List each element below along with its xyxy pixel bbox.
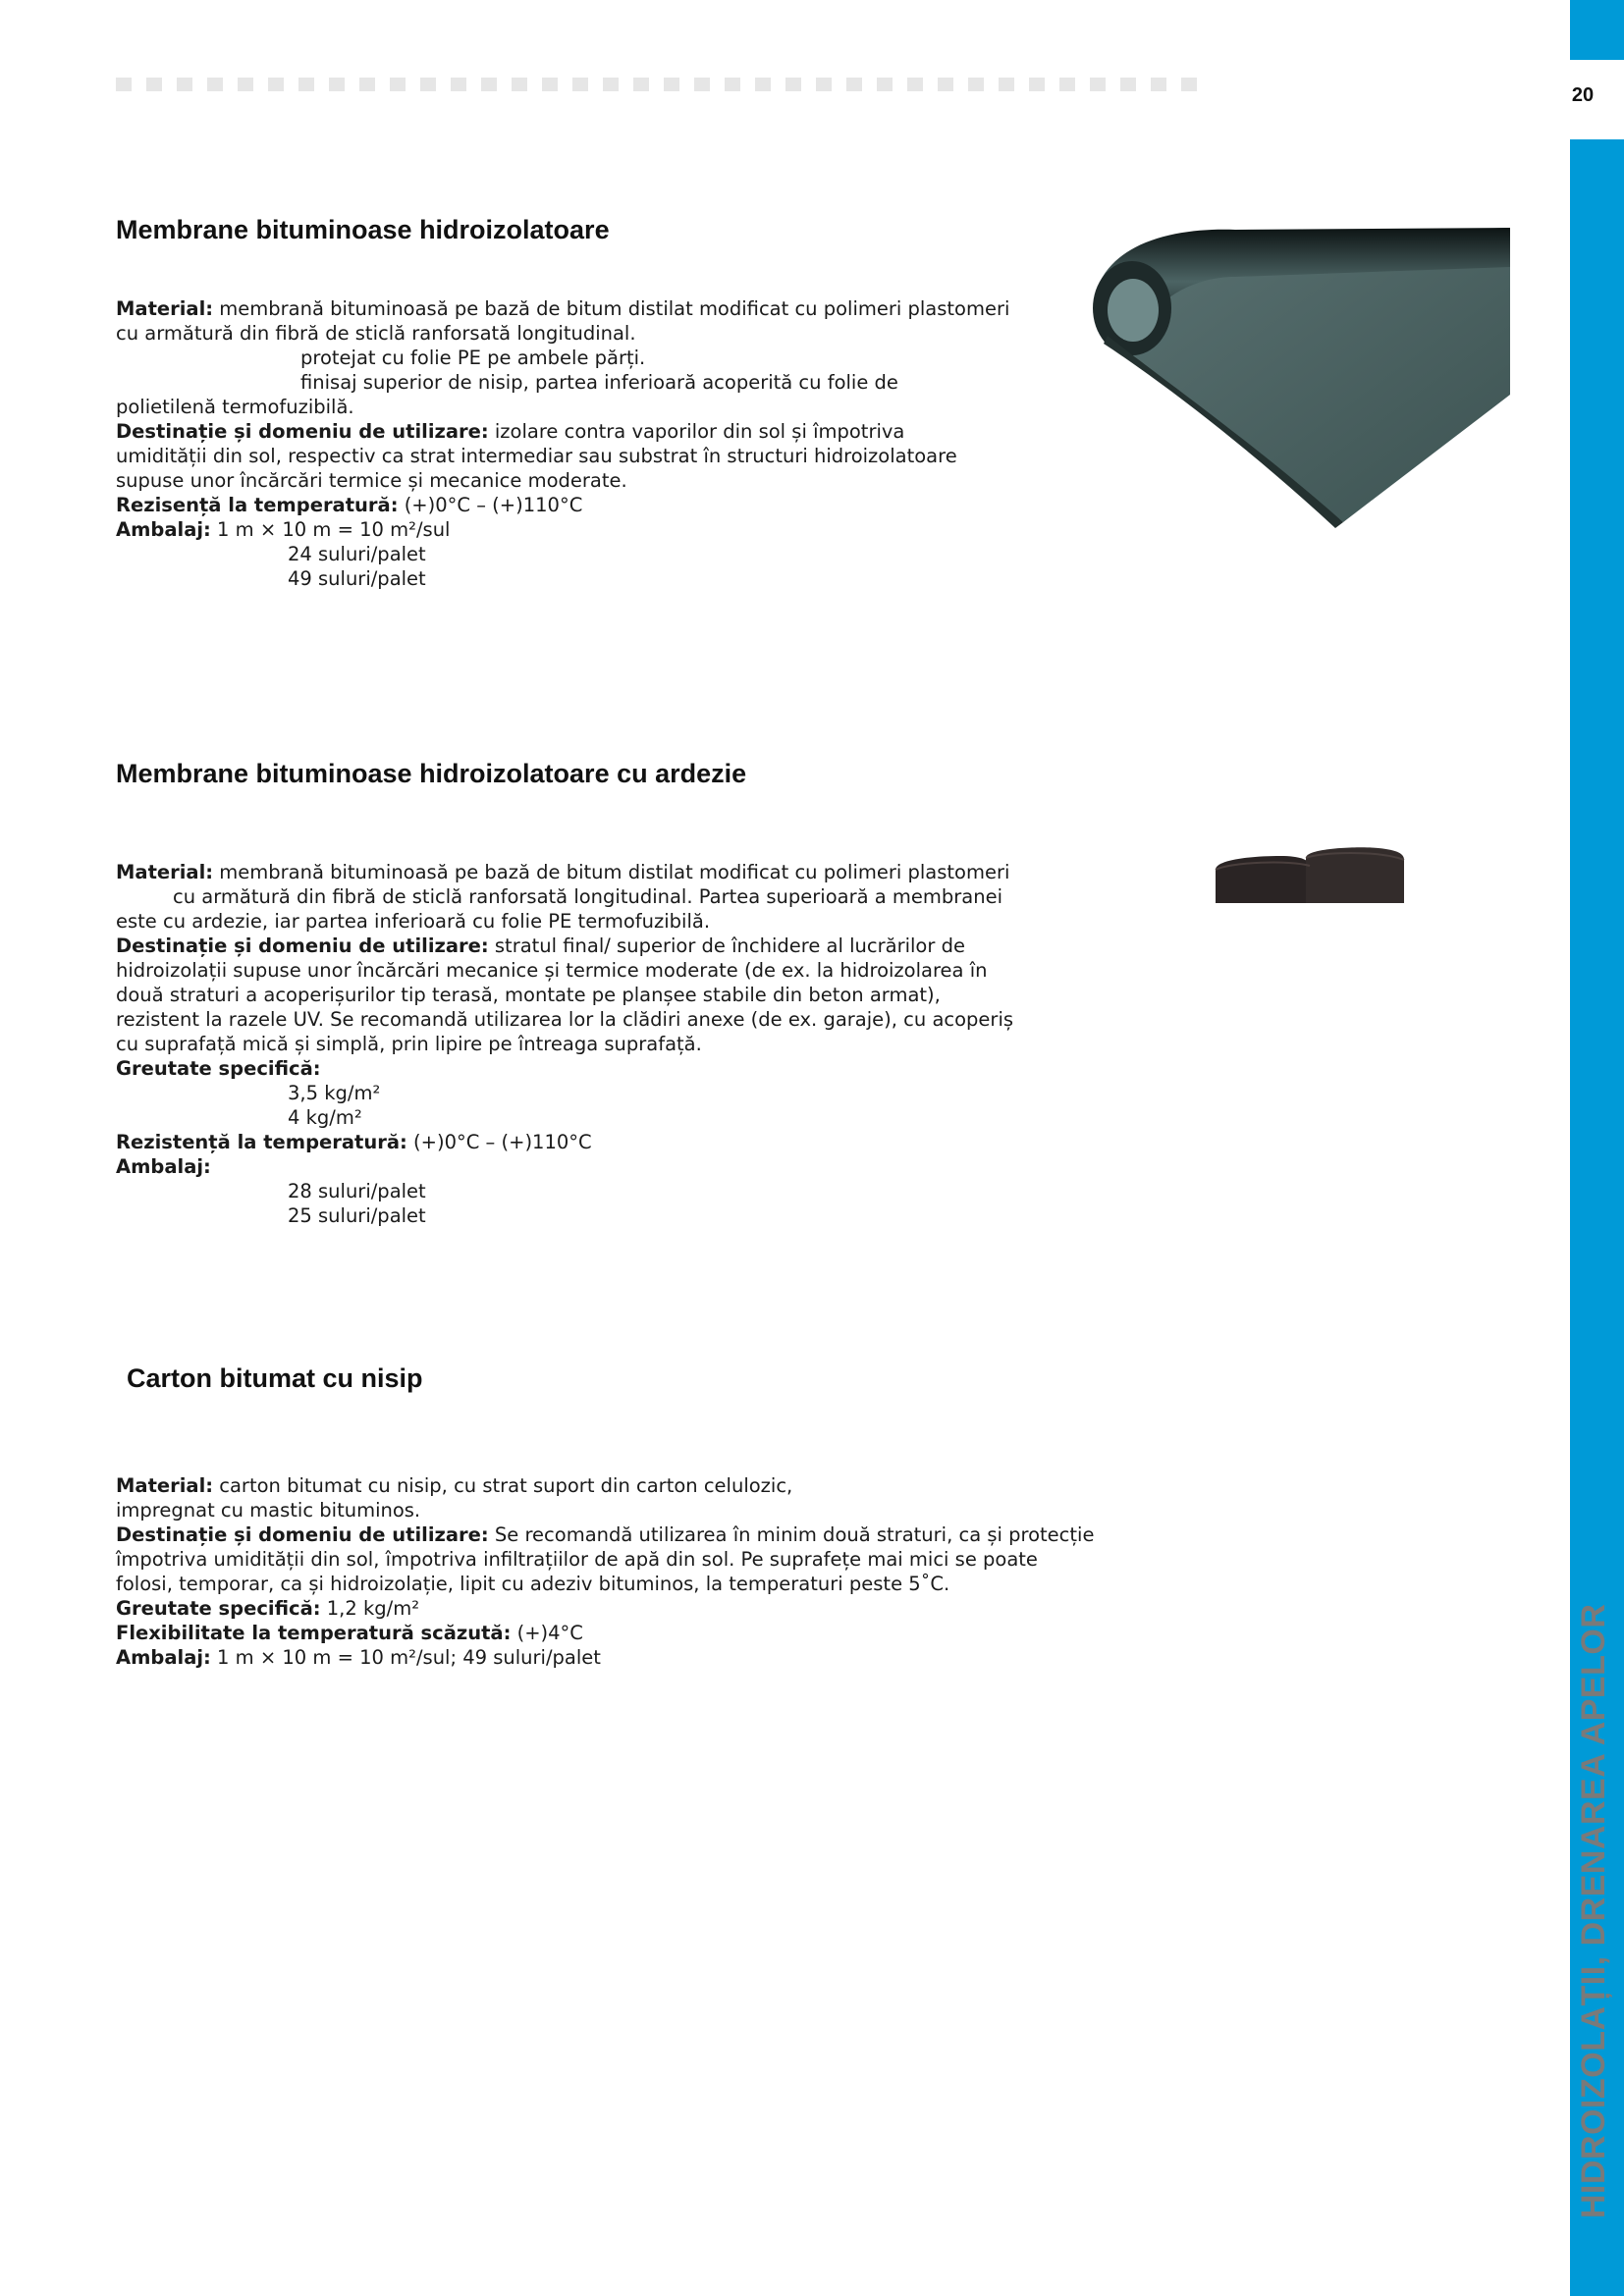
text-line: protejat cu folie PE pe ambele părți. <box>300 347 646 369</box>
section-title: Membrane bituminoase hidroizolatoare cu ardezie <box>116 759 747 788</box>
text-line: Ambalaj: 1 m × 10 m = 10 m²/sul <box>116 518 451 541</box>
text-line: 3,5 kg/m² <box>288 1082 381 1104</box>
text-line: Ambalaj: <box>116 1155 211 1178</box>
text-line: cu suprafață mică și simplă, prin lipire pe întreaga suprafață. <box>116 1033 702 1055</box>
text-line: 49 suluri/palet <box>288 567 426 590</box>
text-line: Ambalaj: 1 m × 10 m = 10 m²/sul; 49 suluri/palet <box>116 1646 601 1669</box>
text-line: împotriva umidității din sol, împotriva infiltrațiilor de apă din sol. Pe suprafețe mai mici se poate <box>116 1548 1038 1571</box>
text-line: impregnat cu mastic bituminos. <box>116 1499 421 1522</box>
text-line: cu armătură din fibră de sticlă ranforsată longitudinal. Partea superioară a membranei <box>173 885 1003 908</box>
section-title: Carton bitumat cu nisip <box>127 1363 423 1393</box>
text-line: Destinație și domeniu de utilizare: stratul final/ superior de închidere al lucrărilor de <box>116 934 965 957</box>
text-line: Greutate specifică: <box>116 1057 321 1080</box>
text-line: Material: membrană bituminoasă pe bază de bitum distilat modificat cu polimeri plastomeri <box>116 297 1010 320</box>
text-line: folosi, temporar, ca și hidroizolație, lipit cu adeziv bituminos, la temperaturi peste 5˚C. <box>116 1573 950 1595</box>
section-title: Membrane bituminoase hidroizolatoare <box>116 215 610 244</box>
text-line: Material: membrană bituminoasă pe bază de bitum distilat modificat cu polimeri plastomeri <box>116 861 1010 883</box>
chapter-title-vertical: HIDROIZOLAȚII, DRENAREA APELOR <box>1575 1603 1612 2218</box>
text-line: 4 kg/m² <box>288 1106 362 1129</box>
text-line: polietilenă termofuzibilă. <box>116 396 354 418</box>
text-line: 25 suluri/palet <box>288 1204 426 1227</box>
text-line: Destinație și domeniu de utilizare: izolare contra vaporilor din sol și împotriva <box>116 420 905 443</box>
text-line: Greutate specifică: 1,2 kg/m² <box>116 1597 420 1620</box>
slate-rolls-image <box>1212 846 1406 903</box>
accent-band-top <box>1570 0 1624 60</box>
text-line: 28 suluri/palet <box>288 1180 426 1202</box>
text-line: cu armătură din fibră de sticlă ranforsată longitudinal. <box>116 322 636 345</box>
text-line: umidității din sol, respectiv ca strat intermediar sau substrat în structuri hidroizolatoare <box>116 445 957 467</box>
text-line: Flexibilitate la temperatură scăzută: (+)4°C <box>116 1622 583 1644</box>
text-line: două straturi a acoperișurilor tip terasă, montate pe planșee stabile din beton armat), <box>116 984 941 1006</box>
text-line: rezistent la razele UV. Se recomandă utilizarea lor la clădiri anexe (de ex. garaje), cu acoperiș <box>116 1008 1014 1031</box>
text-line: Destinație și domeniu de utilizare: Se recomandă utilizarea în minim două straturi, ca și protecție <box>116 1523 1095 1546</box>
text-line: este cu ardezie, iar partea inferioară cu folie PE termofuzibilă. <box>116 910 711 933</box>
text-line: 24 suluri/palet <box>288 543 426 565</box>
text-line: Rezistență la temperatură: (+)0°C – (+)110°C <box>116 1131 592 1153</box>
section-body <box>116 296 1009 591</box>
section-body <box>116 860 1013 1228</box>
text-line: Material: carton bitumat cu nisip, cu strat suport din carton celulozic, <box>116 1474 793 1497</box>
header-dash-strip <box>116 78 1197 91</box>
section-body <box>116 1473 1094 1670</box>
text-line: hidroizolații supuse unor încărcări mecanice și termice moderate (de ex. la hidroizolarea în <box>116 959 988 982</box>
text-line: finisaj superior de nisip, partea inferioară acoperită cu folie de <box>300 371 898 394</box>
membrane-roll-image <box>1078 228 1510 550</box>
text-line: Rezisență la temperatură: (+)0°C – (+)110°C <box>116 494 583 516</box>
page-number: 20 <box>1571 84 1595 106</box>
text-line: supuse unor încărcări termice și mecanice moderate. <box>116 469 627 492</box>
